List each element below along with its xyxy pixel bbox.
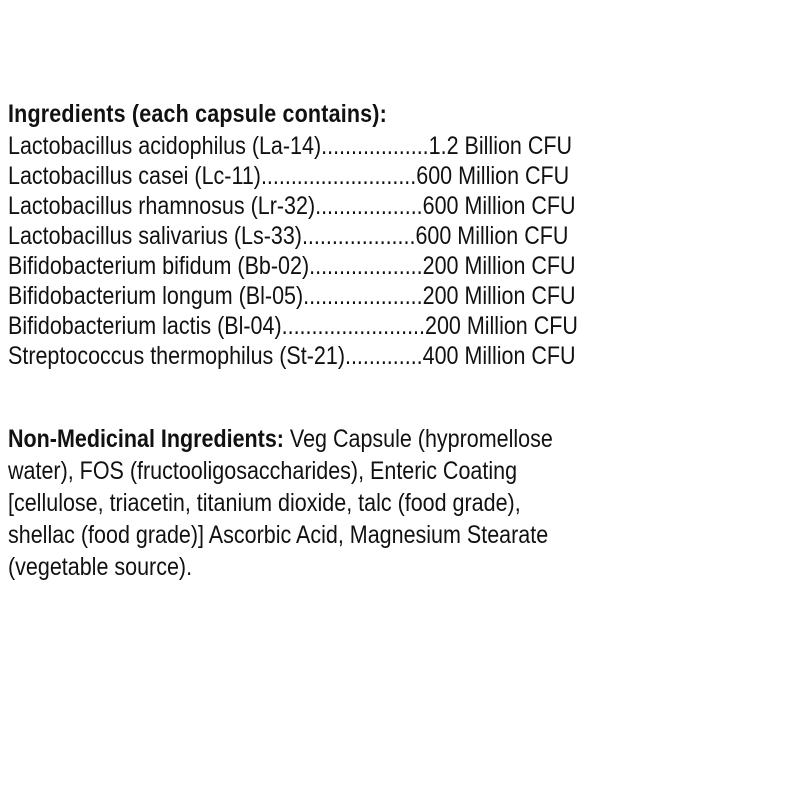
ingredient-list	[8, 131, 800, 371]
ingredient-name: Lactobacillus acidophilus (La-14)	[8, 132, 322, 160]
non-medicinal-line: (vegetable source).	[8, 553, 193, 581]
ingredient-amount: 200 Million CFU	[422, 282, 576, 310]
non-medicinal-heading: Non-Medicinal Ingredients:	[8, 425, 284, 453]
non-medicinal-line	[8, 423, 765, 455]
leader-dots: ........................	[281, 312, 425, 340]
non-medicinal-text: Veg Capsule (hypromellose	[283, 425, 553, 453]
ingredient-amount: 1.2 Billion CFU	[428, 132, 573, 160]
non-medicinal-line: shellac (food grade)] Ascorbic Acid, Magnesium Stearate	[8, 521, 549, 549]
ingredient-row	[8, 131, 689, 161]
non-medicinal-line: [cellulose, triacetin, titanium dioxide, talc (food grade),	[8, 489, 521, 517]
ingredients-heading: Ingredients (each capsule contains):	[8, 100, 387, 128]
ingredient-row	[8, 191, 689, 221]
ingredient-row	[8, 251, 689, 281]
ingredient-row	[8, 221, 689, 251]
leader-dots: ..........................	[260, 162, 417, 190]
non-medicinal-ingredients	[8, 423, 765, 583]
ingredient-name: Lactobacillus casei (Lc-11)	[8, 162, 261, 190]
ingredient-name: Lactobacillus salivarius (Ls-33)	[8, 222, 302, 250]
section-spacer	[8, 371, 800, 423]
non-medicinal-line: water), FOS (fructooligosaccharides), Enteric Coating	[8, 457, 518, 485]
ingredient-amount: 600 Million CFU	[415, 222, 569, 250]
ingredient-name: Bifidobacterium lactis (Bl-04)	[8, 312, 282, 340]
leader-dots: ..................	[321, 132, 429, 160]
leader-dots: .............	[344, 342, 423, 370]
ingredient-row	[8, 281, 689, 311]
ingredient-amount: 600 Million CFU	[422, 192, 576, 220]
ingredient-name: Bifidobacterium bifidum (Bb-02)	[8, 252, 310, 280]
ingredient-amount: 400 Million CFU	[422, 342, 576, 370]
ingredient-row	[8, 341, 689, 371]
supplement-label	[8, 98, 800, 583]
leader-dots: ..................	[315, 192, 423, 220]
ingredient-name: Streptococcus thermophilus (St-21)	[8, 342, 345, 370]
ingredient-amount: 200 Million CFU	[424, 312, 578, 340]
ingredient-amount: 200 Million CFU	[422, 252, 576, 280]
ingredient-name: Lactobacillus rhamnosus (Lr-32)	[8, 192, 316, 220]
leader-dots: ...................	[309, 252, 423, 280]
leader-dots: ....................	[303, 282, 423, 310]
ingredient-amount: 600 Million CFU	[416, 162, 570, 190]
ingredient-row	[8, 311, 689, 341]
ingredient-row	[8, 161, 689, 191]
leader-dots: ...................	[301, 222, 416, 250]
ingredient-name: Bifidobacterium longum (Bl-05)	[8, 282, 304, 310]
